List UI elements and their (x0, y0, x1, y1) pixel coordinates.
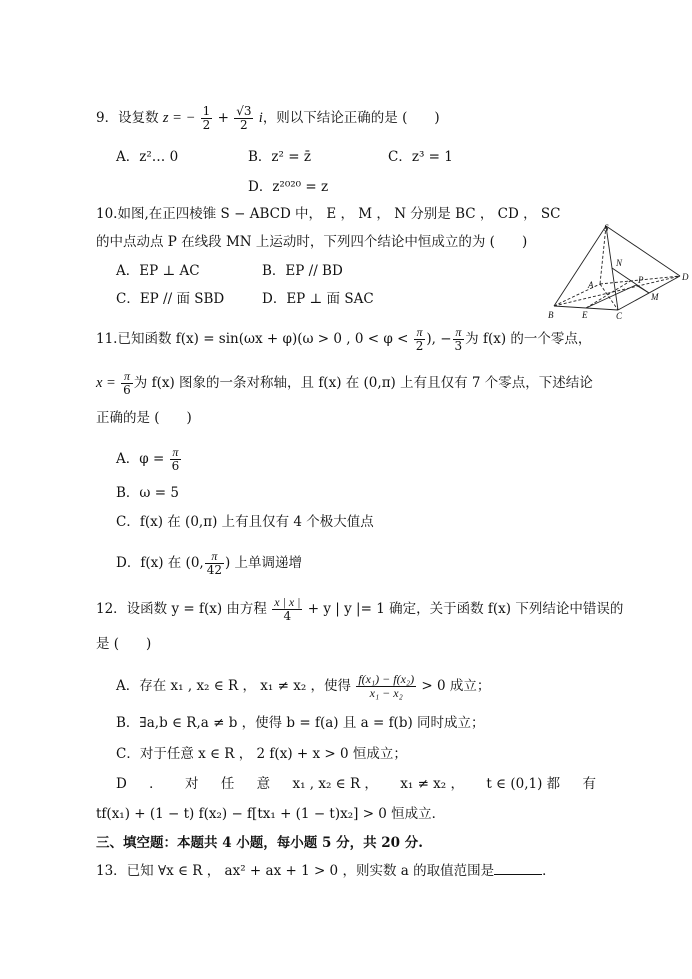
q9-option-a: A．z²… 0 (116, 149, 179, 165)
q9-option-c: C．z³ = 1 (388, 149, 453, 165)
q10-option-a: A．EP ⊥ AC (116, 263, 200, 279)
q11-stem-line2: x = $\frac{\pi}{6}$ 为 f(x) 图象的一条对称轴，且 f(x) 在 (0,π) 上有且仅有 7 个零点，下述结论 (96, 369, 593, 397)
q12-option-a: A．存在 x₁ , x₂ ∈ R ， x₁ ≠ x₂ ，使得 $\frac{\text{f(x₁) − f(x₂)}}{\text{x₁ − x₂}}$ > 0 成立； (116, 672, 491, 700)
q10-stem-line1: 10.如图,在正四棱锥 S − ABCD 中， E ， M ， N 分别是 BC ， CD ， SC (96, 206, 561, 222)
fig-label-p: P (638, 275, 644, 285)
q11-option-a: A．φ = $\frac{\pi}{6}$ (116, 445, 180, 473)
q11-option-b: B．ω = 5 (116, 485, 179, 501)
fig-label-m: M (651, 292, 659, 302)
q12-stem-line1: 12．设函数 y = f(x) 由方程 $\frac{x | x |}{4}$ + y | y |= 1 确定，关于函数 f(x) 下列结论中错误的 (96, 595, 624, 623)
q10-stem-line2: 的中点动点 P 在线段 MN 上运动时，下列四个结论中恒成立的为 ( ) (96, 234, 528, 250)
q10-option-c: C．EP // 面 SBD (116, 291, 225, 307)
section-title: 三、填空题：本题共 4 小题，每小题 5 分，共 20 分. (96, 835, 423, 851)
q11-stem-line1: 11.已知函数 f(x) = sin(ωx + φ)(ω > 0 , 0 < φ < $\frac{\pi}{2}$ ), − $\frac{\pi}{3}$ 为 f(x) 的一个零点， (96, 325, 592, 353)
q11-option-c: C．f(x) 在 (0,π) 上有且仅有 4 个极大值点 (116, 514, 374, 530)
answer-blank[interactable] (494, 862, 542, 875)
q10-option-b: B．EP // BD (262, 263, 343, 279)
fig-label-d: D (682, 272, 689, 282)
q12-option-c: C．对于任意 x ∈ R ， 2 f(x) + x > 0 恒成立； (116, 746, 407, 762)
fig-label-n: N (616, 258, 623, 268)
fig-label-s: S (604, 223, 609, 233)
q9-frac-half: $\frac{1}{2}$ (202, 104, 211, 132)
pyramid-figure (548, 222, 689, 322)
q12-option-b: B．∃a,b ∈ R,a ≠ b ，使得 b = f(a) 且 a = f(b) 同时成立； (116, 715, 485, 731)
fig-label-c: C (616, 311, 623, 321)
q11-stem-line3: 正确的是 ( ) (96, 410, 192, 426)
q9-stem: 9．设复数 z = − $\frac{1}{2}$ + $\frac{√3}{2}$ i，则以下结论正确的是 ( ) (96, 104, 440, 132)
fig-label-b: B (548, 310, 554, 320)
q9-option-d: D．z²⁰²⁰ = z (248, 179, 329, 195)
fig-label-a: A (588, 280, 594, 290)
q12-option-d-line1: D ． 对 任 意 x₁ , x₂ ∈ R ， x₁ ≠ x₂ ， t ∈ (0,1) 都 有 (116, 776, 596, 792)
q11-option-d: D．f(x) 在 (0, $\frac{\pi}{42}$ ) 上单调递增 (116, 549, 303, 577)
q9-option-b: B．z² = z̄ (248, 149, 311, 165)
fig-label-e: E (582, 310, 588, 320)
q10-option-d: D．EP ⊥ 面 SAC (262, 291, 374, 307)
q9-frac-sqrt3: $\frac{√3}{2}$ (236, 104, 252, 132)
q12-option-d-line2: tf(x₁) + (1 − t) f(x₂) − f[tx₁ + (1 − t)x₂] > 0 恒成立． (96, 806, 446, 822)
q12-stem-line2: 是 ( ) (96, 636, 152, 652)
q13-stem: 13．已知 ∀x ∈ R ， ax² + ax + 1 > 0 ，则实数 a 的取值范围是 ． (96, 863, 556, 879)
